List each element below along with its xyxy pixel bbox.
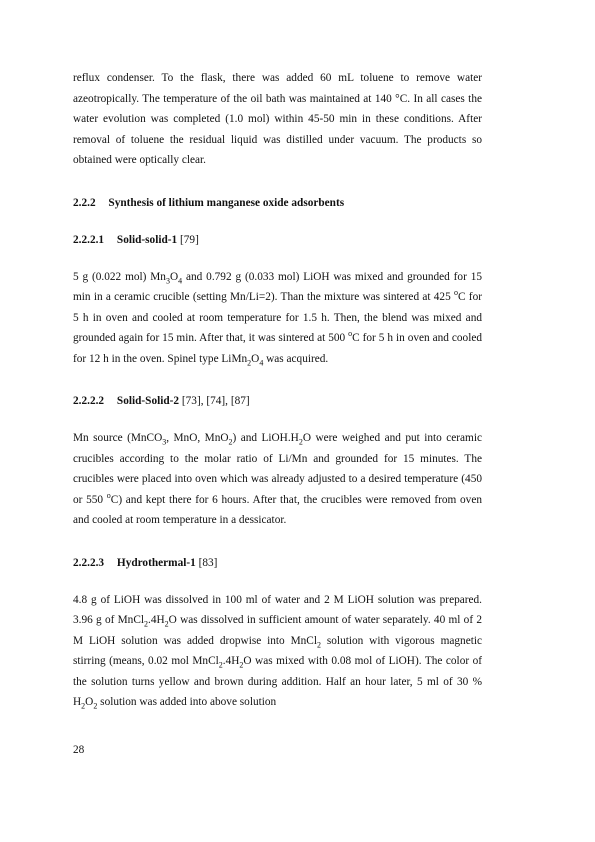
page-number: 28 xyxy=(73,744,85,756)
text-run: solution was added into above solution xyxy=(97,696,277,708)
text-run: ) and LiOH.H xyxy=(232,432,299,444)
text-run: 4.8 g of LiOH was dissolved in 100 ml of water and 2 M LiOH solution was prepared. 3.96 g of MnCl xyxy=(73,593,482,626)
subscript: 2 xyxy=(239,660,244,670)
text-run: O xyxy=(85,696,94,708)
text-run: O was dissolved in sufficient amount of water separately. 40 ml of 2 M LiOH solution was added dropwise into MnCl xyxy=(73,614,482,647)
text-run: and 0.792 g (0.033 mol) LiOH was mixed and grounded for 15 min in a ceramic crucible (setting Mn/Li=2). Than the mixture was sintered at 425 xyxy=(73,270,482,303)
text-run: O xyxy=(169,270,179,283)
subscript: 2 xyxy=(144,619,148,629)
section-title: Hydrothermal-1 xyxy=(116,556,196,569)
section-title: Solid-Solid-2 xyxy=(116,395,180,407)
subscript: 4 xyxy=(178,275,183,285)
subscript: 3 xyxy=(165,275,170,285)
superscript: o xyxy=(454,288,458,298)
text-run: .4H xyxy=(148,614,165,626)
section-title: Synthesis of lithium manganese oxide adsorbents xyxy=(108,196,345,209)
subscript: 2 xyxy=(218,660,223,670)
citation-ref: [73], [74], [87] xyxy=(179,395,250,407)
text-run: 5 g (0.022 mol) Mn xyxy=(73,270,166,283)
superscript: o xyxy=(348,329,353,339)
text-run: .4H xyxy=(222,655,240,667)
subscript: 2 xyxy=(93,701,98,711)
paragraph-hydrothermal-1 xyxy=(73,590,482,713)
text-run: O was mixed with 0.08 mol of LiOH). The color of the solution turns yellow and brown during addition. Half an hour later, 5 ml of 30 % H xyxy=(73,655,482,708)
paragraph-reflux: reflux condenser. To the flask, there was added 60 mL toluene to remove water azeotropically. The temperature of the oil bath was maintained at 140 °C. In all cases the water evolution was completed (1.0 mol) within 45-50 min in these conditions. After removal of toluene the residual liquid was distilled under vacuum. The products so obtained were optically clear. xyxy=(73,72,482,166)
section-number: 2.2.2.1 xyxy=(73,233,105,246)
subscript: 2 xyxy=(247,357,252,367)
text-run: , MnO, MnO xyxy=(166,432,229,444)
citation-ref: [83] xyxy=(195,556,218,569)
page-body xyxy=(73,68,482,727)
section-heading-2-2-2-1 xyxy=(73,230,482,250)
text-run: was acquired. xyxy=(263,352,329,365)
paragraph-solid-solid-2 xyxy=(73,428,482,531)
text-run: O xyxy=(251,352,260,365)
section-number: 2.2.2 xyxy=(73,196,96,209)
text-run: C for 5 h in oven and cooled for 12 h in the oven. Spinel type LiMn xyxy=(73,332,482,365)
section-number: 2.2.2.3 xyxy=(73,556,105,569)
subscript: 2 xyxy=(164,619,169,629)
subscript: 2 xyxy=(316,639,321,649)
subscript: 2 xyxy=(298,437,303,447)
section-heading-2-2-2-2 xyxy=(73,391,482,411)
section-heading-2-2-2-3 xyxy=(73,553,482,573)
section-heading-2-2-2 xyxy=(73,193,482,213)
subscript: 4 xyxy=(259,357,264,367)
section-title: Solid-solid-1 xyxy=(116,233,178,246)
text-run: O were weighed and put into ceramic crucibles according to the molar ratio of Li/Mn and grounded for 15 minutes. The crucibles were placed into oven which was already adjusted to a desired temperature (450 or 550 xyxy=(73,432,482,506)
text-run: Mn source (MnCO xyxy=(73,432,163,444)
text-run: C) and kept there for 6 hours. After that, the crucibles were removed from oven and cooled at room temperature in a dessicator. xyxy=(73,493,482,526)
subscript: 2 xyxy=(81,701,86,711)
section-number: 2.2.2.2 xyxy=(73,395,105,407)
text-run: C for 5 h in oven and cooled at room temperature for 1.5 h. Then, the blend was mixed and grounded again for 15 min. After that, it was sintered at 500 xyxy=(73,291,482,344)
paragraph-solid-solid-1 xyxy=(73,267,482,370)
subscript: 3 xyxy=(162,437,167,447)
subscript: 2 xyxy=(228,437,233,447)
superscript: o xyxy=(106,490,111,500)
text-run: solution with vigorous magnetic stirring (means, 0.02 mol MnCl xyxy=(73,634,482,667)
citation-ref: [79] xyxy=(177,233,199,246)
